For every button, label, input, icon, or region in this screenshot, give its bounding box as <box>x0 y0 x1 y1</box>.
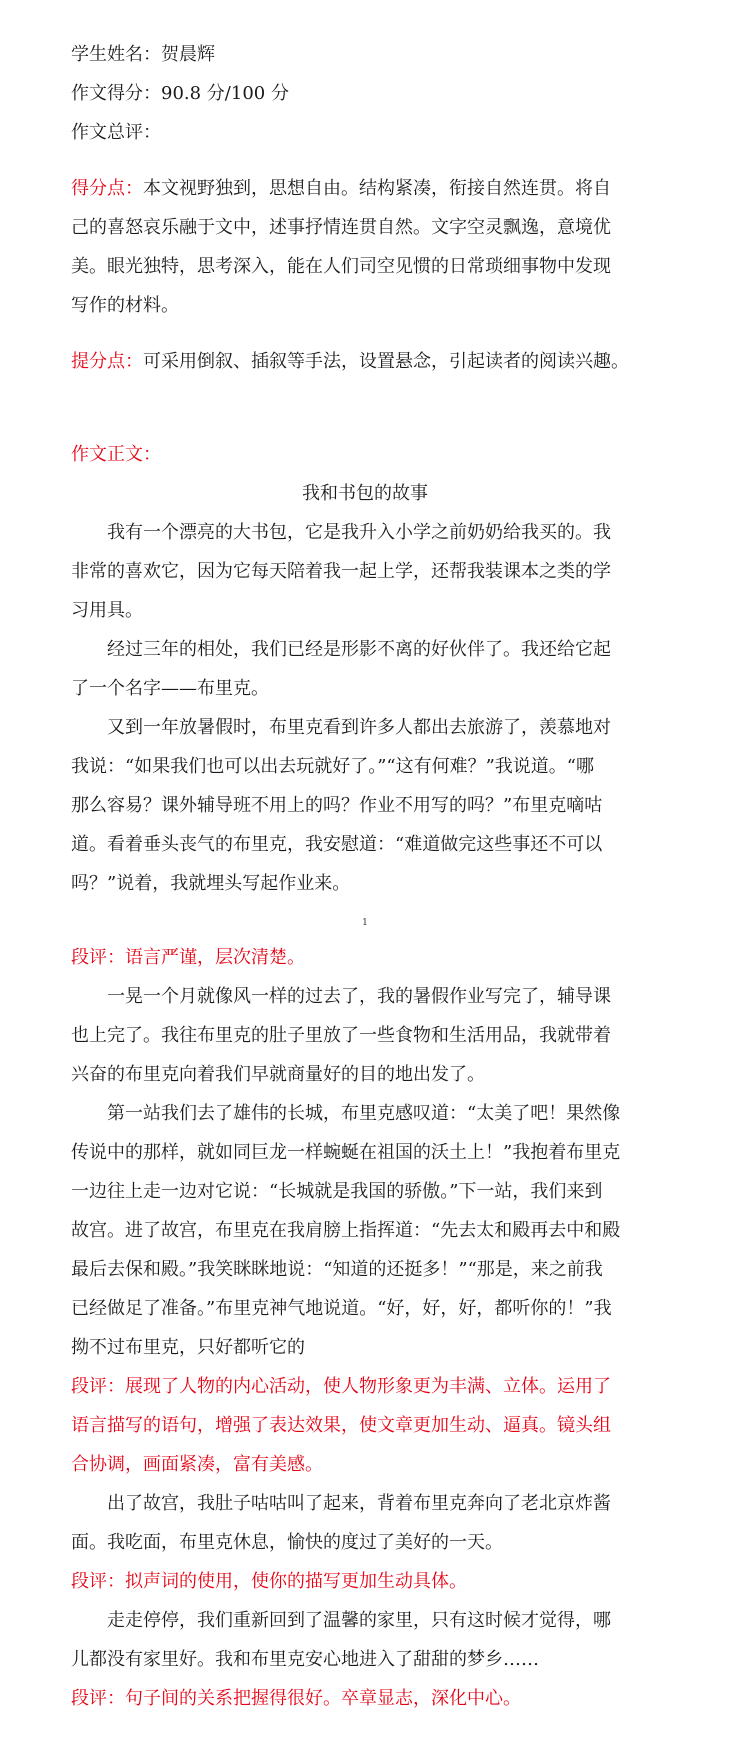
paragraph-comment-1 <box>71 946 305 970</box>
strengths-label: 得分点： <box>71 178 143 199</box>
essay-label: 作文正文： <box>71 444 161 465</box>
essay-line: 了一个名字——布里克。 <box>71 678 269 699</box>
strengths-line-1 <box>71 177 611 201</box>
strengths-line-2: 己的喜怒哀乐融于文中，述事抒情连贯自然。文字空灵飘逸，意境优 <box>71 217 611 238</box>
essay-line: 已经做足了准备。”布里克神气地说道。“好，好，好，都听你的！”我 <box>71 1298 612 1319</box>
comment-label: 段评： <box>71 1688 125 1709</box>
strengths-text-1: 本文视野独到，思想自由。结构紧凑，衔接自然连贯。将自 <box>143 178 611 199</box>
student-name-line <box>71 43 215 67</box>
essay-line: 习用具。 <box>71 600 143 621</box>
essay-line: 儿都没有家里好。我和布里克安心地进入了甜甜的梦乡…… <box>71 1649 539 1670</box>
essay-line: 一边往上走一边对它说：“长城就是我国的骄傲。”下一站，我们来到 <box>71 1181 603 1202</box>
strengths-line-3: 美。眼光独特，思考深入，能在人们司空见惯的日常琐细事物中发现 <box>71 256 611 277</box>
essay-line: 出了故宫，我肚子咕咕叫了起来，背着布里克奔向了老北京炸酱 <box>71 1493 611 1514</box>
comment-text: 语言描写的语句，增强了表达效果，使文章更加生动、逼真。镜头组 <box>71 1415 611 1436</box>
essay-line: 又到一年放暑假时，布里克看到许多人都出去旅游了，羡慕地对 <box>71 717 611 738</box>
essay-line: 也上完了。我往布里克的肚子里放了一些食物和生活用品，我就带着 <box>71 1025 611 1046</box>
improve-label: 提分点： <box>71 351 143 372</box>
essay-line: 非常的喜欢它，因为它每天陪着我一起上学，还帮我装课本之类的学 <box>71 561 611 582</box>
improve-line <box>71 350 629 374</box>
essay-line: 面。我吃面，布里克休息，愉快的度过了美好的一天。 <box>71 1532 503 1553</box>
comment-label: 段评： <box>71 1376 125 1397</box>
paragraph-comment-4 <box>71 1687 521 1711</box>
essay-title: 我和书包的故事 <box>302 483 428 504</box>
student-name-value: 贺晨辉 <box>161 44 215 65</box>
comment-label: 段评： <box>71 947 125 968</box>
student-name-label: 学生姓名： <box>71 44 161 65</box>
page-number: 1 <box>362 918 368 928</box>
essay-line: 故宫。进了故宫，布里克在我肩膀上指挥道：“先去太和殿再去中和殿 <box>71 1220 621 1241</box>
essay-line: 吗？”说着，我就埋头写起作业来。 <box>71 873 351 894</box>
comment-text: 拟声词的使用，使你的描写更加生动具体。 <box>125 1571 467 1592</box>
comment-text: 合协调，画面紧凑，富有美感。 <box>71 1454 323 1475</box>
essay-line: 拗不过布里克，只好都听它的 <box>71 1337 305 1358</box>
essay-line: 那么容易？课外辅导班不用上的吗？作业不用写的吗？”布里克嘀咕 <box>71 795 603 816</box>
essay-line: 兴奋的布里克向着我们早就商量好的目的地出发了。 <box>71 1064 485 1085</box>
summary-heading: 作文总评： <box>71 122 161 143</box>
improve-text: 可采用倒叙、插叙等手法，设置悬念，引起读者的阅读兴趣。 <box>143 351 629 372</box>
strengths-line-4: 写作的材料。 <box>71 295 179 316</box>
essay-line: 我说：“如果我们也可以出去玩就好了。”“这有何难？”我说道。“哪 <box>71 756 595 777</box>
comment-text: 展现了人物的内心活动，使人物形象更为丰满、立体。运用了 <box>125 1376 611 1397</box>
essay-line: 第一站我们去了雄伟的长城，布里克感叹道：“太美了吧！果然像 <box>71 1103 621 1124</box>
essay-line: 经过三年的相处，我们已经是形影不离的好伙伴了。我还给它起 <box>71 639 611 660</box>
essay-line: 一晃一个月就像风一样的过去了，我的暑假作业写完了，辅导课 <box>71 986 611 1007</box>
score-value: 90.8 分/100 分 <box>161 83 289 104</box>
comment-label: 段评： <box>71 1571 125 1592</box>
paragraph-comment-2 <box>71 1375 611 1399</box>
score-line <box>71 82 289 106</box>
essay-line: 我有一个漂亮的大书包，它是我升入小学之前奶奶给我买的。我 <box>71 522 611 543</box>
comment-text: 语言严谨，层次清楚。 <box>125 947 305 968</box>
essay-line: 最后去保和殿。”我笑眯眯地说：“知道的还挺多！”“那是，来之前我 <box>71 1259 603 1280</box>
essay-line: 道。看着垂头丧气的布里克，我安慰道：“难道做完这些事还不可以 <box>71 834 603 855</box>
paragraph-comment-3 <box>71 1570 467 1594</box>
essay-line: 走走停停，我们重新回到了温馨的家里，只有这时候才觉得，哪 <box>71 1610 611 1631</box>
score-label: 作文得分： <box>71 83 161 104</box>
essay-line: 传说中的那样，就如同巨龙一样蜿蜒在祖国的沃土上！”我抱着布里克 <box>71 1142 621 1163</box>
comment-text: 句子间的关系把握得很好。卒章显志，深化中心。 <box>125 1688 521 1709</box>
